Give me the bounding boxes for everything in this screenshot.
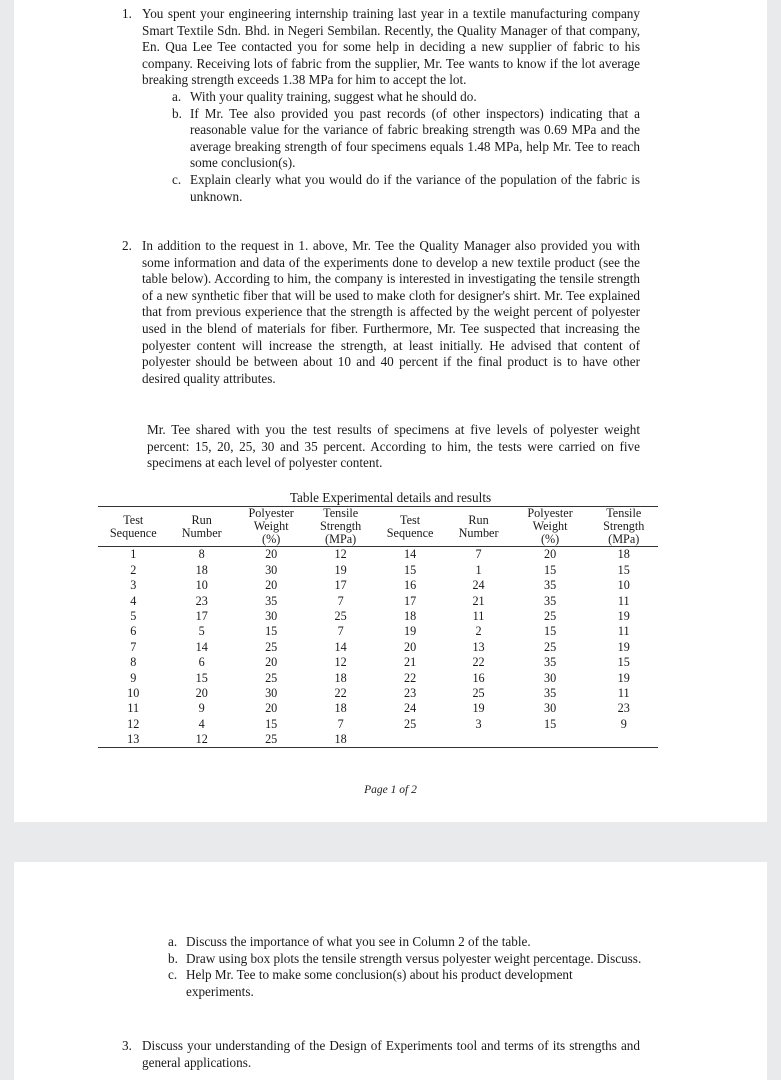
table-cell: 15 bbox=[265, 624, 278, 639]
header-run-number: Run Number bbox=[181, 512, 222, 540]
sub-question-text: With your quality training, suggest what he should do. bbox=[190, 88, 477, 104]
table-cell: 18 bbox=[404, 608, 417, 623]
table-cell: 9 bbox=[198, 701, 205, 716]
table-cell: 11 bbox=[127, 701, 140, 716]
table-cell: 18 bbox=[617, 547, 630, 562]
table-row bbox=[98, 562, 658, 577]
sub-question-c bbox=[168, 172, 640, 205]
header-tensile-strength: Tensile Strength (MPa) bbox=[319, 506, 362, 546]
table-row bbox=[98, 701, 658, 716]
question-text: Discuss your understanding of the Design of Experiments tool and terms of its strengths and general applications. bbox=[142, 1038, 640, 1070]
question-1 bbox=[122, 6, 640, 205]
header-test-sequence: Test Sequence bbox=[386, 512, 434, 540]
header-tensile-strength: Tensile Strength (MPa) bbox=[603, 506, 645, 546]
question-3 bbox=[122, 1038, 640, 1071]
table-cell: 10 bbox=[617, 578, 630, 593]
sub-question-b bbox=[164, 951, 642, 968]
table-cell: 20 bbox=[265, 547, 278, 562]
table-cell: 35 bbox=[543, 593, 557, 608]
table-cell: 15 bbox=[543, 624, 557, 639]
table-cell: 19 bbox=[334, 562, 347, 577]
table-cell: 6 bbox=[198, 655, 205, 670]
sub-question-text: Help Mr. Tee to make some conclusion(s) about his product development experiments. bbox=[186, 967, 573, 999]
table-cell: 23 bbox=[617, 701, 630, 716]
table-cell: 9 bbox=[130, 670, 137, 685]
table-cell: 13 bbox=[127, 732, 140, 747]
table-cell: 30 bbox=[265, 608, 278, 623]
table-cell: 10 bbox=[127, 685, 140, 700]
sub-question-text: If Mr. Tee also provided you past records (of other inspectors) indicating that a reasonable value for the variance of fabric breaking strength was 0.69 MPa and the average breaking strength of four specimens equals 1.48 MPa, help Mr. Tee to reach some conclusion(s). bbox=[190, 105, 640, 171]
header-test-sequence: Test Sequence bbox=[109, 512, 157, 540]
table-cell: 15 bbox=[617, 562, 630, 577]
sub-question-letter: c. bbox=[168, 967, 178, 983]
table-cell: 35 bbox=[543, 655, 557, 670]
table-cell: 11 bbox=[472, 608, 485, 623]
table-cell: 15 bbox=[543, 716, 557, 731]
sub-question-letter: b. bbox=[168, 950, 178, 966]
table-cell: 20 bbox=[265, 701, 278, 716]
table-cell bbox=[446, 732, 510, 748]
question-number: 1. bbox=[122, 6, 132, 21]
table-cell: 16 bbox=[404, 578, 417, 593]
header-polyester-weight: Polyester Weight (%) bbox=[248, 506, 294, 546]
sub-question-text: Discuss the importance of what you see in Column 2 of the table. bbox=[186, 934, 531, 949]
table-row bbox=[98, 624, 658, 639]
table-cell: 5 bbox=[130, 608, 137, 623]
table-cell: 23 bbox=[195, 593, 208, 608]
table-cell: 30 bbox=[543, 670, 557, 685]
table-cell: 11 bbox=[617, 685, 630, 700]
table-row bbox=[98, 609, 658, 624]
table-cell: 35 bbox=[265, 593, 278, 608]
table-cell bbox=[589, 732, 658, 748]
table-cell: 3 bbox=[130, 578, 137, 593]
table-cell: 25 bbox=[265, 732, 278, 747]
table-cell bbox=[374, 732, 447, 748]
table-cell: 7 bbox=[337, 716, 344, 731]
table-cell: 9 bbox=[620, 716, 627, 731]
table-cell: 18 bbox=[195, 562, 208, 577]
table-cell: 17 bbox=[404, 593, 417, 608]
table-cell: 19 bbox=[472, 701, 485, 716]
table-cell: 25 bbox=[334, 608, 347, 623]
table-cell: 30 bbox=[265, 562, 278, 577]
table-cell: 18 bbox=[334, 701, 347, 716]
table-cell: 15 bbox=[404, 562, 417, 577]
table-cell bbox=[511, 732, 590, 748]
table-cell: 22 bbox=[404, 670, 417, 685]
table-cell: 16 bbox=[472, 670, 485, 685]
table-cell: 19 bbox=[617, 670, 630, 685]
header-run-number: Run Number bbox=[458, 512, 499, 540]
table-row bbox=[98, 639, 658, 654]
table-cell: 22 bbox=[472, 655, 485, 670]
table-cell: 7 bbox=[130, 639, 137, 654]
table-cell: 12 bbox=[334, 547, 347, 562]
table-cell: 19 bbox=[617, 608, 630, 623]
table-cell: 11 bbox=[617, 624, 630, 639]
table-cell: 17 bbox=[334, 578, 347, 593]
table-cell: 25 bbox=[265, 639, 278, 654]
table-cell: 10 bbox=[195, 578, 208, 593]
table-cell: 20 bbox=[265, 655, 278, 670]
table-cell: 6 bbox=[130, 624, 137, 639]
sub-question-list bbox=[168, 89, 640, 205]
table-cell: 5 bbox=[198, 624, 205, 639]
table-cell: 19 bbox=[617, 639, 630, 654]
question-2-paragraph-2: Mr. Tee shared with you the test results of specimens at five levels of polyester weight percent: 15, 20, 25, 30 and 35 percent. According to him, the tests were carried on five specimens at each level of polyester content. bbox=[147, 422, 640, 471]
table-cell: 3 bbox=[475, 716, 482, 731]
table-cell: 20 bbox=[543, 547, 557, 562]
table-cell: 21 bbox=[404, 655, 417, 670]
table-cell: 7 bbox=[337, 624, 344, 639]
table-cell: 25 bbox=[472, 685, 485, 700]
table-cell: 1 bbox=[475, 562, 482, 577]
table-cell: 14 bbox=[195, 639, 208, 654]
sub-question-text: Draw using box plots the tensile strength versus polyester weight percentage. Discuss. bbox=[186, 950, 642, 966]
sub-question-letter: a. bbox=[168, 934, 178, 949]
table-cell: 15 bbox=[265, 716, 278, 731]
table-row bbox=[98, 686, 658, 701]
table-cell: 35 bbox=[543, 685, 557, 700]
header-polyester-weight: Polyester Weight (%) bbox=[527, 506, 573, 546]
table-cell: 20 bbox=[265, 578, 278, 593]
sub-question-text: Explain clearly what you would do if the variance of the population of the fabric is unknown. bbox=[190, 171, 640, 204]
table-cell: 15 bbox=[195, 670, 208, 685]
table-row bbox=[98, 547, 658, 563]
table-cell: 24 bbox=[472, 578, 485, 593]
table-cell: 25 bbox=[543, 608, 557, 623]
sub-question-a bbox=[164, 934, 642, 951]
table-cell: 12 bbox=[127, 716, 140, 731]
table-cell: 15 bbox=[543, 562, 557, 577]
table-cell: 12 bbox=[195, 732, 208, 747]
table-row bbox=[98, 732, 658, 748]
sub-question-letter: c. bbox=[172, 171, 182, 187]
table-cell: 7 bbox=[475, 547, 482, 562]
document-page-2 bbox=[14, 862, 767, 1080]
table-cell: 18 bbox=[334, 670, 347, 685]
table-cell: 25 bbox=[265, 670, 278, 685]
table-cell: 12 bbox=[334, 655, 347, 670]
table-row bbox=[98, 655, 658, 670]
table-cell: 21 bbox=[472, 593, 485, 608]
table-cell: 25 bbox=[404, 716, 417, 731]
table-cell: 1 bbox=[130, 547, 137, 562]
table-row bbox=[98, 716, 658, 731]
table-body bbox=[98, 547, 658, 748]
table-cell: 23 bbox=[404, 685, 417, 700]
sub-question-c bbox=[164, 967, 642, 1000]
table-cell: 14 bbox=[404, 547, 417, 562]
table-title: Table Experimental details and results bbox=[289, 490, 492, 505]
table-cell: 20 bbox=[404, 639, 417, 654]
results-table bbox=[98, 506, 658, 748]
table-cell: 30 bbox=[543, 701, 557, 716]
table-cell: 4 bbox=[198, 716, 205, 731]
question-number: 2. bbox=[122, 238, 132, 253]
question-2 bbox=[122, 238, 640, 387]
table-cell: 8 bbox=[198, 547, 205, 562]
table-cell: 24 bbox=[404, 701, 417, 716]
document-page-1 bbox=[14, 0, 767, 822]
sub-question-letter: a. bbox=[172, 88, 182, 104]
table-cell: 2 bbox=[130, 562, 137, 577]
table-cell: 2 bbox=[475, 624, 482, 639]
table-cell: 22 bbox=[334, 685, 347, 700]
page-footer: Page 1 of 2 bbox=[364, 784, 417, 796]
question-text: In addition to the request in 1. above, Mr. Tee the Quality Manager also provided you with some information and data of the experiments done to develop a new textile product (see the table below). According to him, the company is interested in investigating the tensile strength of a new synthetic fiber that will be used to make cloth for designer's shirt. Mr. Tee explained that from previous experience that the strength is affected by the weight percent of polyester used in the blend of materials for fiber. Furthermore, Mr. Tee suspected that increasing the polyester content will increase the strength, at least initially. He advised that content of polyester should be between about 10 and 40 percent if the final product is to have other desired quality attributes. bbox=[142, 238, 640, 386]
table-header-row bbox=[98, 507, 658, 547]
table-row bbox=[98, 670, 658, 685]
table-cell: 4 bbox=[130, 593, 137, 608]
question-2-sub-list bbox=[164, 934, 642, 1000]
table-cell: 14 bbox=[334, 639, 347, 654]
table-cell: 35 bbox=[543, 578, 557, 593]
table-cell: 20 bbox=[195, 685, 208, 700]
table-cell: 8 bbox=[130, 655, 137, 670]
table-cell: 18 bbox=[334, 732, 347, 747]
table-cell: 25 bbox=[543, 639, 557, 654]
question-text: You spent your engineering internship training last year in a textile manufacturing company Smart Textile Sdn. Bhd. in Negeri Sembilan. Recently, the Quality Manager of that company, En. Qua Lee Tee contacted you for some help in deciding a new supplier of fabric to his company. Receiving lots of fabric from the supplier, Mr. Tee wants to know if the lot average breaking strength exceeds 1.38 MPa for him to accept the lot. bbox=[142, 6, 640, 88]
table-cell: 11 bbox=[617, 593, 630, 608]
table-cell: 17 bbox=[195, 608, 208, 623]
table-row bbox=[98, 593, 658, 608]
sub-question-a bbox=[168, 89, 640, 106]
table-row bbox=[98, 578, 658, 593]
table-cell: 15 bbox=[617, 655, 630, 670]
question-number: 3. bbox=[122, 1038, 132, 1053]
table-cell: 30 bbox=[265, 685, 278, 700]
table-cell: 13 bbox=[472, 639, 485, 654]
sub-question-letter: b. bbox=[172, 105, 182, 121]
table-cell: 7 bbox=[337, 593, 344, 608]
sub-question-b bbox=[168, 106, 640, 172]
table-cell: 19 bbox=[404, 624, 417, 639]
